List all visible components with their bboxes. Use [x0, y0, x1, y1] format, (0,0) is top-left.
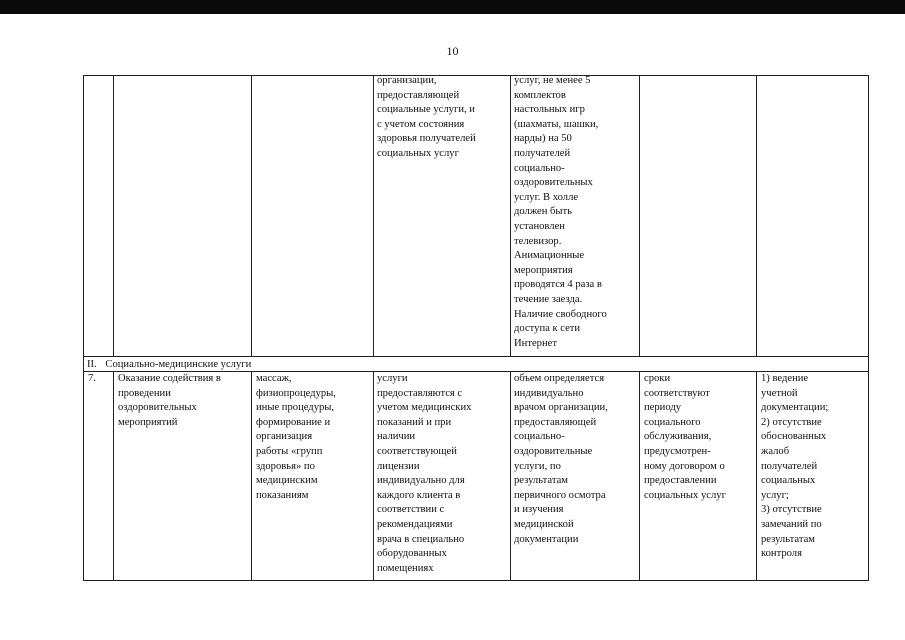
col-border-6: [756, 75, 757, 356]
section-title: Социально-медицинские услуги: [105, 359, 252, 370]
section-heading: [87, 359, 251, 371]
row7-service-name: Оказание содействия в проведении оздоровительных мероприятий: [118, 373, 221, 428]
table-bottom-border: [83, 580, 869, 581]
scan-top-border: [0, 0, 905, 14]
row7-border-4: [510, 371, 511, 580]
row7-border-6: [756, 371, 757, 580]
row7-number: 7.: [88, 373, 96, 384]
row7-quality: 1) ведение учетной документации; 2) отсутствие обоснованных жалоб получателей социальных услуг; 3) отсутствие замечаний по результатам контроля: [761, 373, 829, 560]
section-number: II.: [87, 359, 97, 370]
section-border-left: [83, 356, 84, 371]
section-top-line: [83, 356, 869, 357]
col-border-right: [868, 75, 869, 356]
col-border-3: [373, 75, 374, 356]
row7-term: сроки соответствуют периоду социального обслуживания, предусмотрен- ному договором о предоставлении социальных услуг: [644, 373, 726, 501]
col-border-2: [251, 75, 252, 356]
row7-volume: объем определяется индивидуально врачом организации, предоставляющей социально- оздоровительные услуги, по результатам первичного осмотра и изучения медицинской документации: [514, 373, 608, 545]
row7-service-content: массаж, физиопроцедуры, иные процедуры, формирование и организация работы «групп здоровья» по медицинским показаниям: [256, 373, 336, 501]
col-border-5: [639, 75, 640, 356]
col-border-1: [113, 75, 114, 356]
col-border-left: [83, 75, 84, 356]
section-border-right: [868, 356, 869, 371]
row7-border-1: [113, 371, 114, 580]
row7-border-3: [373, 371, 374, 580]
page-number: 10: [446, 44, 459, 58]
row7-border-right: [868, 371, 869, 580]
row7-border-2: [251, 371, 252, 580]
col-border-4: [510, 75, 511, 356]
row7-standard: услуги предоставляются с учетом медицинских показаний и при наличии соответствующей лицензии индивидуально для каждого клиента в соответствии с рекомендациями врача в специально оборудованных помещениях: [377, 373, 472, 574]
continued-cell-volume: услуг, не менее 5 комплектов настольных игр (шахматы, шашки, нарды) на 50 получателей социально- оздоровительных услуг. В холле должен быть установлен телевизор. Анимационные мероприятия проводятся 4 раза в течение заезда. Наличие свободного доступа к сети Интернет: [514, 75, 607, 349]
continued-cell-standard: организации, предоставляющей социальные услуги, и с учетом состояния здоровья получателей социальных услуг: [377, 75, 476, 159]
row7-border-left: [83, 371, 84, 580]
row7-border-5: [639, 371, 640, 580]
